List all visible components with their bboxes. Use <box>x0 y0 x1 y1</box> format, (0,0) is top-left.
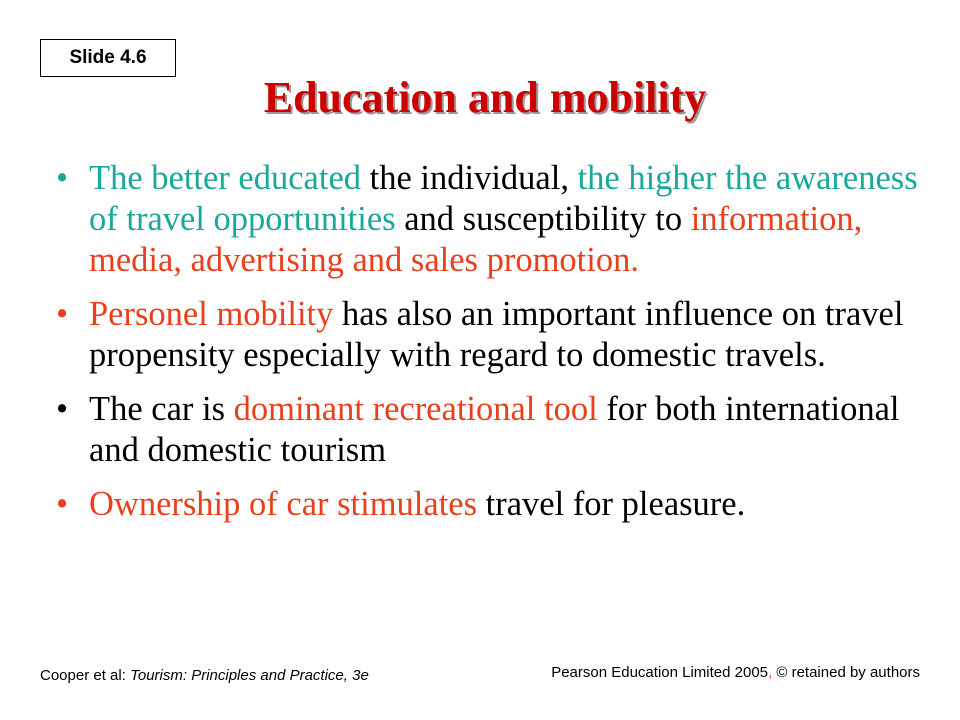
bullet-text-segment: for both international and domestic tourism <box>89 390 900 469</box>
footer-publisher: Pearson Education Limited 2005 <box>551 664 769 681</box>
bullet-list <box>56 158 926 538</box>
bullet-item <box>56 158 926 281</box>
footer-citation-authors: Cooper et al: <box>40 667 131 684</box>
footer-separator: , <box>768 664 777 681</box>
bullet-dot-icon: • <box>56 295 69 333</box>
bullet-dot-icon: • <box>56 159 69 197</box>
bullet-text-segment: The better educated <box>89 159 362 197</box>
bullet-text-segment: Ownership of car stimulates <box>89 485 478 523</box>
bullet-text-segment: the individual, <box>361 159 578 197</box>
footer-citation-book-title: Tourism: Principles and Practice, 3e <box>130 667 369 684</box>
bullet-text-segment: and susceptibility to <box>395 200 691 238</box>
bullet-text-segment: travel for pleasure. <box>477 485 746 523</box>
bullet-text-segment: the higher the awareness of travel opportunities <box>89 159 918 238</box>
bullet-text-segment: has also an important influence on travel propensity especially with regard to domestic travels. <box>89 295 904 374</box>
slide-number-label: Slide 4.6 <box>40 39 176 77</box>
bullet-text-segment: The car is <box>89 390 234 428</box>
bullet-dot-icon: • <box>56 390 69 428</box>
bullet-item <box>56 294 926 376</box>
bullet-item <box>56 389 926 471</box>
bullet-dot-icon: • <box>56 485 69 523</box>
footer-rights: © retained by authors <box>776 664 920 681</box>
footer-copyright <box>551 664 920 681</box>
bullet-text-segment: dominant recreational tool <box>233 390 598 428</box>
bullet-text-segment: information, media, advertising and sales promotion. <box>89 200 863 279</box>
bullet-text-segment: Personel mobility <box>89 295 334 333</box>
footer-citation <box>40 667 369 684</box>
bullet-item <box>56 484 926 525</box>
slide-title: Education and mobility <box>263 73 707 122</box>
